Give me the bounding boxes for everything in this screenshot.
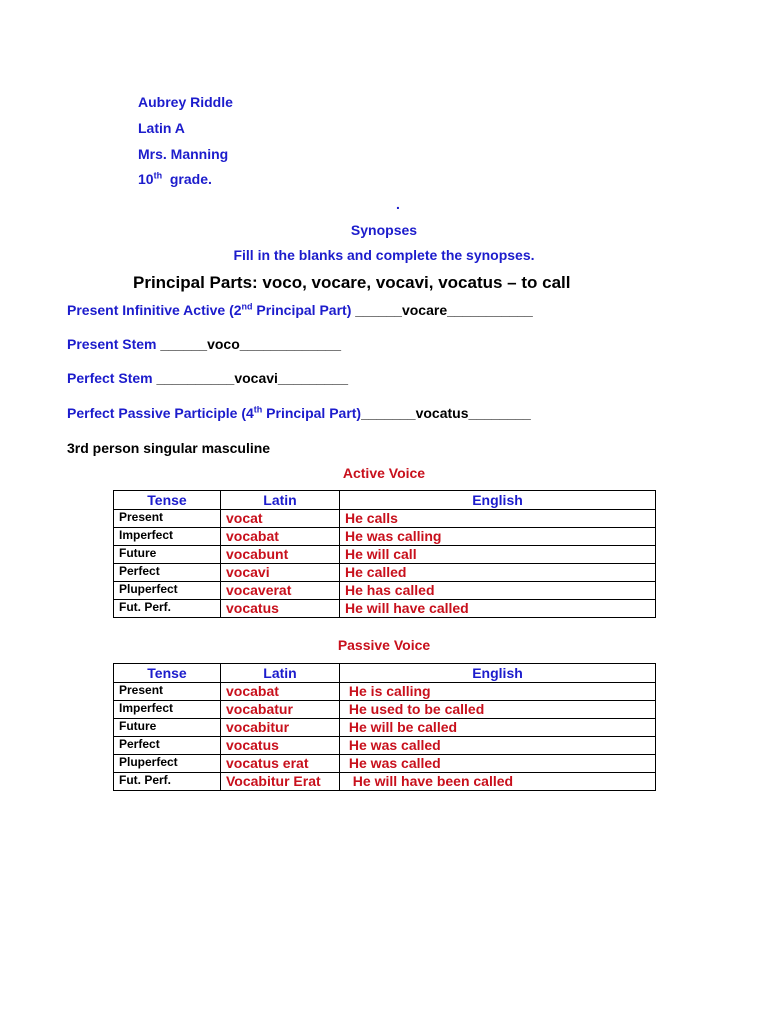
table-row [114,600,656,618]
grade-line [138,171,212,187]
tense-cell: Present [114,510,221,528]
ppp-line [67,405,531,421]
column-header-english: English [340,664,656,683]
tense-cell: Present [114,683,221,701]
table-row [114,510,656,528]
column-header-latin: Latin [221,664,340,683]
latin-cell: vocat [221,510,340,528]
english-cell: He will be called [340,719,656,737]
latin-cell: vocaverat [221,582,340,600]
infinitive-answer: ______vocare___________ [351,302,533,318]
instructions: Fill in the blanks and complete the synopses. [233,247,535,263]
tense-cell: Fut. Perf. [114,600,221,618]
english-cell: He is calling [340,683,656,701]
tense-cell: Fut. Perf. [114,773,221,791]
table-row [114,701,656,719]
latin-cell: Vocabitur Erat [221,773,340,791]
latin-cell: vocabatur [221,701,340,719]
tense-cell: Pluperfect [114,755,221,773]
english-cell: He was called [340,755,656,773]
tense-cell: Future [114,719,221,737]
english-cell: He called [340,564,656,582]
table-row [114,582,656,600]
teacher-name: Mrs. Manning [138,146,229,162]
tense-cell: Future [114,546,221,564]
tense-cell: Imperfect [114,701,221,719]
present-infinitive-line [67,302,533,318]
column-header-tense: Tense [114,491,221,510]
passive-voice-table [113,663,656,791]
english-cell: He was calling [340,528,656,546]
tense-cell: Perfect [114,737,221,755]
table-header-row [114,491,656,510]
person-note: 3rd person singular masculine [67,440,271,456]
tense-cell: Pluperfect [114,582,221,600]
student-name: Aubrey Riddle [138,94,233,110]
table-row [114,528,656,546]
present-stem-line [67,336,341,352]
table-row [114,755,656,773]
latin-cell: vocavi [221,564,340,582]
english-cell: He used to be called [340,701,656,719]
english-cell: He will call [340,546,656,564]
grade-word: grade. [169,171,212,187]
stray-dot: . [396,196,400,212]
table-row [114,773,656,791]
table-header-row [114,664,656,683]
latin-cell: vocabitur [221,719,340,737]
table-row [114,737,656,755]
principal-parts: Principal Parts: voco, vocare, vocavi, vocatus – to call [133,273,571,292]
table-row [114,719,656,737]
column-header-tense: Tense [114,664,221,683]
latin-cell: vocabat [221,683,340,701]
english-cell: He will have called [340,600,656,618]
table-row [114,564,656,582]
latin-cell: vocabunt [221,546,340,564]
perfect-stem-answer: __________vocavi_________ [152,370,349,386]
tense-cell: Imperfect [114,528,221,546]
active-voice-title: Active Voice [342,465,426,481]
table-row [114,546,656,564]
table-row [114,683,656,701]
column-header-english: English [340,491,656,510]
present-stem-answer: ______voco_____________ [156,336,341,352]
latin-cell: vocatus [221,600,340,618]
grade-suffix: th [153,170,163,181]
perfect-stem-label: Perfect Stem [67,370,153,386]
infinitive-label: Present Infinitive Active (2nd Principal Part) [67,301,352,318]
english-cell: He was called [340,737,656,755]
page-title: Synopses [350,222,418,238]
english-cell: He will have been called [340,773,656,791]
tense-cell: Perfect [114,564,221,582]
latin-cell: vocatus [221,737,340,755]
latin-cell: vocabat [221,528,340,546]
course-name: Latin A [138,120,185,136]
ppp-answer: _______vocatus________ [361,405,531,421]
active-voice-table [113,490,656,618]
english-cell: He has called [340,582,656,600]
passive-voice-title: Passive Voice [337,637,431,653]
column-header-latin: Latin [221,491,340,510]
present-stem-label: Present Stem [67,336,157,352]
perfect-stem-line [67,370,348,386]
english-cell: He calls [340,510,656,528]
latin-cell: vocatus erat [221,755,340,773]
ppp-label: Perfect Passive Participle (4th Principal Part) [67,404,362,421]
grade-number: 10 [138,171,154,187]
